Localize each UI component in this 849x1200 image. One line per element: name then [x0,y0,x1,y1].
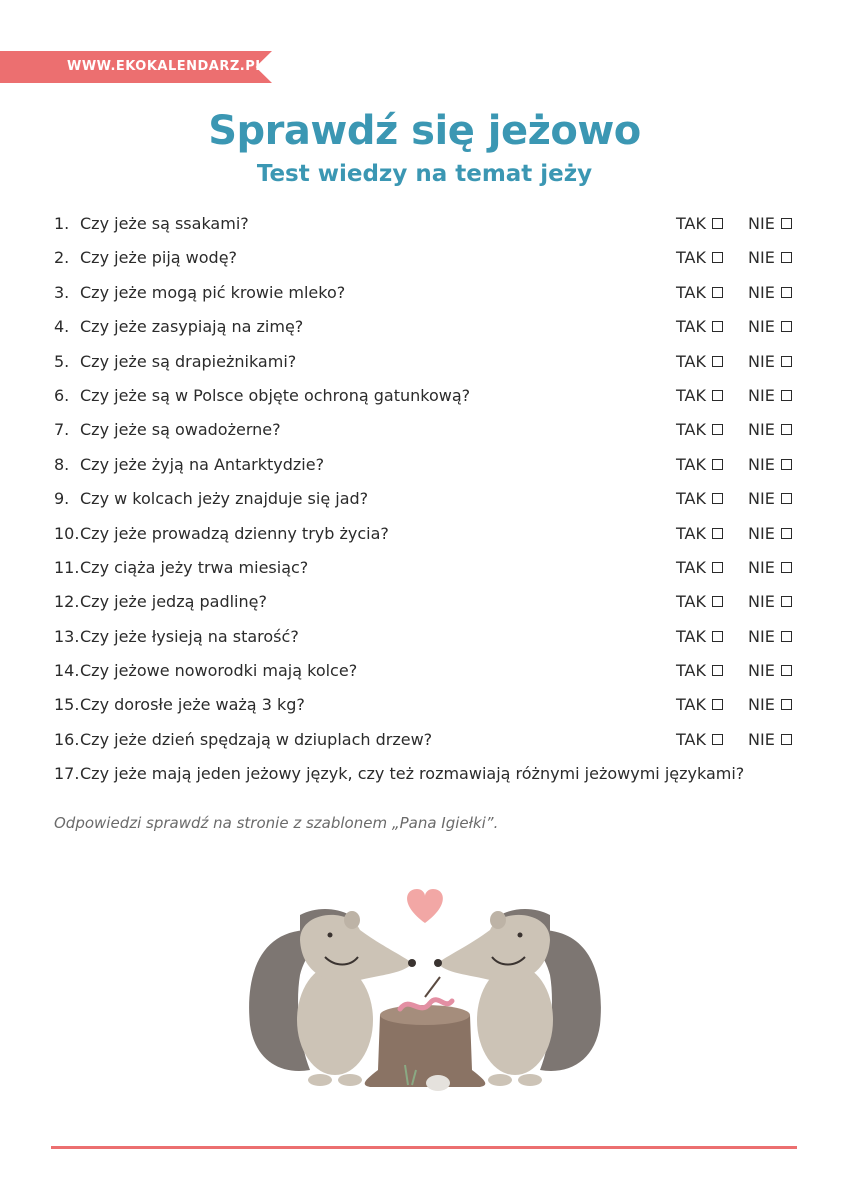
option-nie [748,623,792,651]
checkbox-tak[interactable] [712,493,723,504]
question-row [54,416,799,450]
checkbox-tak[interactable] [712,459,723,470]
checkbox-nie[interactable] [781,665,792,676]
option-tak-label: TAK [676,420,706,440]
option-tak-label: TAK [676,317,706,337]
question-number: 17. [54,764,80,784]
option-tak [676,623,723,651]
question-number: 13. [54,626,80,646]
option-nie [748,657,792,685]
option-tak [676,485,723,513]
option-tak-label: TAK [676,385,706,405]
question-number: 6. [54,385,70,405]
checkbox-tak[interactable] [712,665,723,676]
option-tak [676,554,723,582]
option-nie-label: NIE [748,729,775,749]
option-nie-label: NIE [748,523,775,543]
tree-stump [365,1015,486,1087]
question-number: 16. [54,729,80,749]
checkbox-nie[interactable] [781,493,792,504]
heart-icon [407,889,443,923]
option-tak-label: TAK [676,626,706,646]
site-url[interactable]: WWW.EKOKALENDARZ.PL [67,59,265,74]
option-nie [748,691,792,719]
checkbox-tak[interactable] [712,252,723,263]
question-text: Czy jeże mogą pić krowie mleko? [80,282,346,302]
option-nie-label: NIE [748,282,775,302]
option-tak-label: TAK [676,214,706,233]
question-text: Czy jeże są ssakami? [80,214,249,233]
question-number: 14. [54,661,80,681]
option-tak-label: TAK [676,557,706,577]
question-text: Czy jeże piją wodę? [80,248,238,268]
option-nie-label: NIE [748,661,775,681]
option-tak-label: TAK [676,661,706,681]
question-number: 12. [54,592,80,612]
hedgehogs-illustration [240,885,610,1105]
question-number: 2. [54,248,70,268]
question-row [54,382,799,416]
question-row [54,623,799,657]
option-tak-label: TAK [676,592,706,612]
option-tak-label: TAK [676,729,706,749]
option-nie-label: NIE [748,557,775,577]
question-row [54,210,799,244]
question-text: Czy jeże są drapieżnikami? [80,351,297,371]
option-tak [676,520,723,548]
question-row [54,244,799,278]
option-nie-label: NIE [748,626,775,646]
question-text: Czy jeże prowadzą dzienny tryb życia? [80,523,389,543]
question-number: 10. [54,523,80,543]
checkbox-nie[interactable] [781,218,792,229]
question-number: 3. [54,282,70,302]
option-tak [676,313,723,341]
checkbox-nie[interactable] [781,734,792,745]
option-nie-label: NIE [748,489,775,509]
question-row [54,588,799,622]
question-row [54,520,799,554]
checkbox-tak[interactable] [712,596,723,607]
question-text: Czy jeże żyją na Antarktydzie? [80,454,325,474]
option-nie [748,313,792,341]
question-text: Czy jeże łysieją na starość? [80,626,299,646]
question-row [54,348,799,382]
option-tak-label: TAK [676,695,706,715]
question-number: 4. [54,317,70,337]
option-nie-label: NIE [748,248,775,268]
question-row [54,554,799,588]
question-number: 7. [54,420,70,440]
option-nie [748,726,792,754]
footer-divider [51,1146,797,1149]
checkbox-nie[interactable] [781,562,792,573]
question-text: Czy jeże dzień spędzają w dziuplach drzew? [80,729,433,749]
option-tak-label: TAK [676,282,706,302]
option-tak [676,382,723,410]
question-text: Czy dorosłe jeże ważą 3 kg? [80,695,305,715]
question-text: Czy w kolcach jeży znajduje się jad? [80,489,369,509]
question-text: Czy jeżowe noworodki mają kolce? [80,661,358,681]
option-tak [676,588,723,616]
option-nie [748,210,792,238]
question-row [54,691,799,725]
checkbox-tak[interactable] [712,321,723,332]
option-nie [748,416,792,444]
checkbox-tak[interactable] [712,528,723,539]
question-text: Czy jeże jedzą padlinę? [80,592,267,612]
option-nie-label: NIE [748,420,775,440]
option-tak-label: TAK [676,248,706,268]
option-nie-label: NIE [748,695,775,715]
checkbox-tak[interactable] [712,218,723,229]
checkbox-tak[interactable] [712,390,723,401]
option-tak-label: TAK [676,489,706,509]
question-number: 5. [54,351,70,371]
page-title: Sprawdź się jeżowo [208,108,641,154]
checkbox-nie[interactable] [781,459,792,470]
option-tak-label: TAK [676,351,706,371]
option-tak [676,726,723,754]
checkbox-nie[interactable] [781,596,792,607]
checkbox-nie[interactable] [781,631,792,642]
question-number: 15. [54,695,80,715]
option-nie-label: NIE [748,385,775,405]
checkbox-nie[interactable] [781,528,792,539]
option-nie-label: NIE [748,214,775,233]
option-tak [676,348,723,376]
option-nie [748,520,792,548]
question-row [54,485,799,519]
checkbox-nie[interactable] [781,252,792,263]
checkbox-nie[interactable] [781,424,792,435]
question-text: Czy jeże są w Polsce objęte ochroną gatunkową? [80,385,471,405]
option-tak [676,244,723,272]
option-nie [748,279,792,307]
option-nie [748,451,792,479]
option-nie [748,485,792,513]
option-nie [748,588,792,616]
checkbox-tak[interactable] [712,631,723,642]
checkbox-tak[interactable] [712,424,723,435]
checkbox-nie[interactable] [781,390,792,401]
option-nie [748,244,792,272]
checkbox-nie[interactable] [781,356,792,367]
question-number: 1. [54,214,70,233]
question-number: 11. [54,557,80,577]
option-tak [676,451,723,479]
option-nie-label: NIE [748,317,775,337]
option-tak [676,279,723,307]
question-row [54,279,799,313]
checkbox-tak[interactable] [712,356,723,367]
checkbox-tak[interactable] [712,699,723,710]
option-tak-label: TAK [676,523,706,543]
question-row [54,313,799,347]
question-number: 9. [54,489,70,509]
option-tak-label: TAK [676,454,706,474]
question-row [54,451,799,485]
option-tak [676,210,723,238]
question-row [54,726,799,760]
question-text: Czy jeże mają jeden jeżowy język, czy też rozmawiają różnymi jeżowymi językami? [80,764,745,784]
question-text: Czy jeże zasypiają na zimę? [80,317,304,337]
checkbox-nie[interactable] [781,699,792,710]
checkbox-tak[interactable] [712,562,723,573]
option-tak [676,416,723,444]
checkbox-tak[interactable] [712,734,723,745]
question-text: Czy jeże są owadożerne? [80,420,281,440]
option-nie-label: NIE [748,592,775,612]
question-text: Czy ciąża jeży trwa miesiąc? [80,557,309,577]
option-nie [748,554,792,582]
checkbox-nie[interactable] [781,287,792,298]
option-nie-label: NIE [748,351,775,371]
answers-note: Odpowiedzi sprawdź na stronie z szablonem „Pana Igiełki”. [54,814,499,832]
option-tak [676,691,723,719]
question-list [54,210,799,795]
option-nie [748,348,792,376]
option-nie-label: NIE [748,454,775,474]
checkbox-tak[interactable] [712,287,723,298]
checkbox-nie[interactable] [781,321,792,332]
question-number: 8. [54,454,70,474]
option-tak [676,657,723,685]
page-subtitle: Test wiedzy na temat jeży [256,161,593,187]
question-row [54,657,799,691]
option-nie [748,382,792,410]
question-row [54,760,799,794]
